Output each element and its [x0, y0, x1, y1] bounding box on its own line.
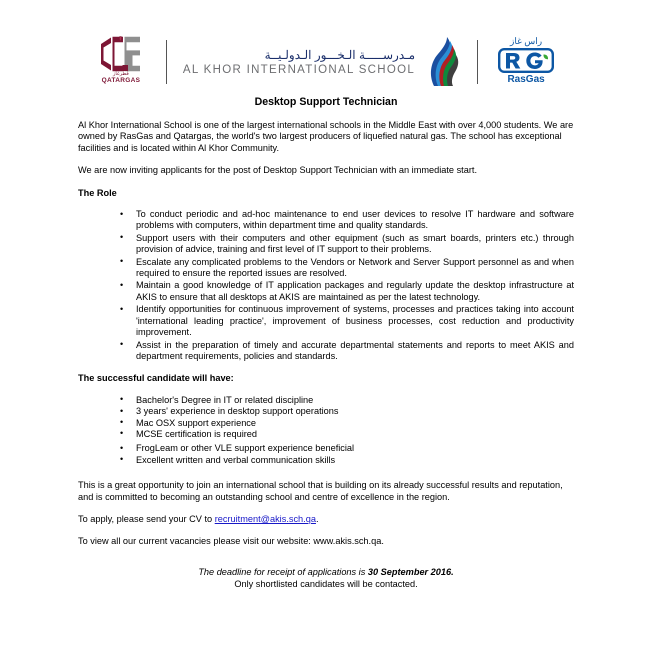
rasgas-arabic-text: راس غاز	[510, 36, 543, 46]
deadline-note	[78, 567, 574, 591]
logo-divider-left	[166, 40, 167, 84]
qatargas-arabic-text: قطرغاز	[113, 71, 129, 77]
list-item: • Escalate any complicated problems to the Vendors or Network and Server Support personnel as and when required to ensure the reported issues are resolved.	[120, 257, 574, 280]
akis-flame-icon	[427, 36, 461, 88]
qatargas-monogram-icon	[98, 36, 144, 72]
qatargas-logo	[92, 36, 150, 88]
vacancies-paragraph: To view all our current vacancies please visit our website: www.akis.sch.qa.	[78, 536, 384, 547]
role-bullet-list	[78, 209, 574, 362]
page-title: Desktop Support Technician	[254, 96, 398, 108]
role-heading: The Role	[78, 187, 117, 198]
akis-logo	[183, 36, 461, 88]
rasgas-wordmark: RasGas	[507, 74, 545, 85]
apply-prefix-text: To apply, please send your CV to	[78, 513, 215, 524]
candidate-heading: The successful candidate will have:	[78, 373, 234, 384]
list-item: • 3 years' experience in desktop support operations	[120, 406, 574, 417]
list-item: • Identify opportunities for continuous improvement of systems, processes and practices taking into account 'international leading practice', improvement of business processes, cost reduction and productivity improvement.	[120, 304, 574, 338]
invite-paragraph: We are now inviting applicants for the post of Desktop Support Technician with an immediate start.	[78, 165, 478, 176]
deadline-date: 30 September 2016.	[367, 566, 454, 577]
intro-paragraph: Al Khor International School is one of the largest international schools in the Middle East with over 4,000 students. We are owned by RasGas and Qatargas, the world's two largest producers of liquefied natural gas. The school has exceptional facilities and is located within Al Khor Community.	[78, 120, 574, 153]
apply-paragraph	[78, 514, 574, 525]
list-item: • Excellent written and verbal communication skills	[120, 455, 574, 466]
opportunity-paragraph: This is a great opportunity to join an international school that is building on its already successful results and reputation, and is committed to becoming an outstanding school and centre of excellence in the region.	[78, 480, 563, 502]
candidate-bullet-list	[78, 395, 574, 466]
apply-suffix-text: .	[315, 513, 319, 524]
list-item: • FrogLeam or other VLE support experience beneficial	[120, 443, 574, 454]
list-item: • Assist in the preparation of timely and accurate departmental statements and reports to meet AKIS and department requirements, policies and standards.	[120, 340, 574, 363]
recruitment-email-link[interactable]: recruitment@akis.sch.qa	[214, 513, 316, 524]
rasgas-logo	[494, 36, 558, 88]
qatargas-wordmark: QATARGAS	[101, 77, 141, 84]
list-item: • Support users with their computers and other equipment (such as smart boards, printers etc.) through provision of advice, training and first level of IT support to their problems.	[120, 233, 574, 256]
list-item: • To conduct periodic and ad-hoc maintenance to end user devices to resolve IT hardware and software problems with computers, within department time and quality standards.	[120, 209, 574, 232]
akis-english-name: AL KHOR INTERNATIONAL SCHOOL	[182, 63, 416, 76]
akis-arabic-name: مـدرســـــة الـخـــور الـدولـيــة	[264, 47, 416, 62]
logo-header	[0, 33, 650, 91]
list-item: • Mac OSX support experience	[120, 418, 574, 429]
rasgas-monogram-icon	[498, 48, 554, 73]
list-item: • Maintain a good knowledge of IT application packages and regularly update the desktop infrastructure at AKIS to ensure that all desktops at AKIS are maintained as per the latest technology.	[120, 280, 574, 303]
list-item: • Bachelor's Degree in IT or related discipline	[120, 395, 574, 406]
document-body	[78, 96, 574, 591]
list-item: • MCSE certification is required	[120, 429, 574, 440]
deadline-prefix-text: The deadline for receipt of applications is	[198, 566, 368, 577]
shortlist-note: Only shortlisted candidates will be contacted.	[234, 579, 418, 590]
logo-divider-right	[477, 40, 478, 84]
